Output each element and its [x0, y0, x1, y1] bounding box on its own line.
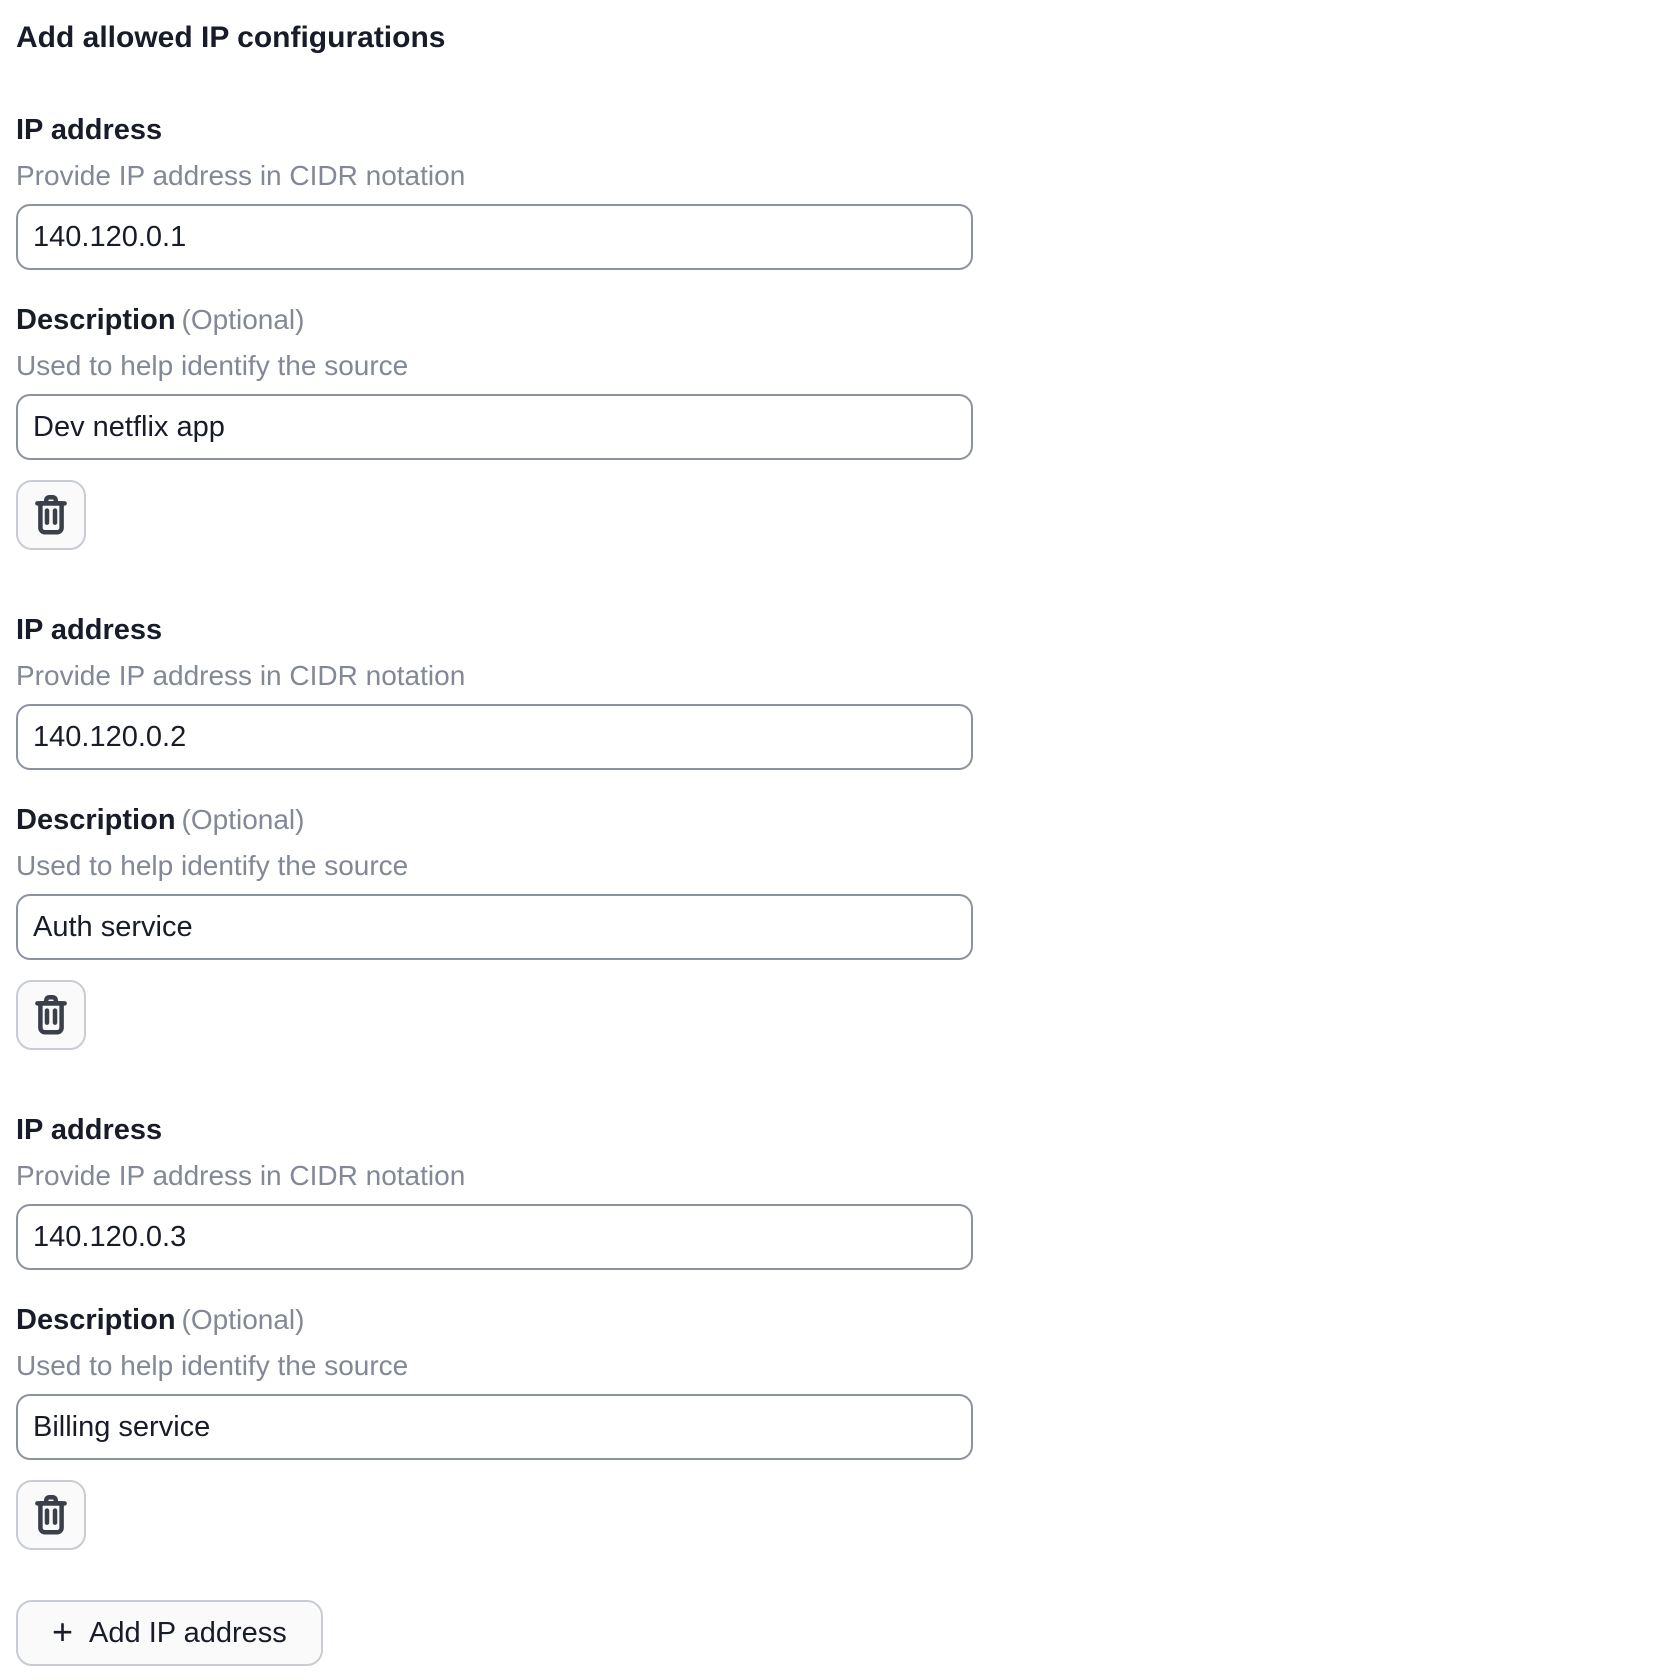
ip-address-helper: Provide IP address in CIDR notation	[16, 160, 466, 191]
plus-icon: +	[52, 1610, 74, 1652]
description-label	[16, 802, 1656, 838]
ip-address-input[interactable]	[16, 704, 973, 770]
description-label-text: Description	[16, 804, 176, 836]
trash-icon	[35, 994, 67, 1036]
ip-address-input[interactable]	[16, 204, 973, 270]
description-label-text: Description	[16, 304, 176, 336]
trash-icon	[35, 494, 67, 536]
description-input[interactable]	[16, 894, 973, 960]
delete-entry-button[interactable]	[16, 1480, 86, 1550]
optional-tag: (Optional)	[181, 1304, 305, 1335]
add-ip-address-button[interactable]	[16, 1600, 323, 1666]
ip-address-helper: Provide IP address in CIDR notation	[16, 660, 466, 691]
ip-address-helper: Provide IP address in CIDR notation	[16, 1160, 466, 1191]
description-helper: Used to help identify the source	[16, 1350, 409, 1381]
trash-icon	[35, 1494, 67, 1536]
ip-address-label: IP address	[16, 114, 163, 146]
ip-address-label: IP address	[16, 1114, 163, 1146]
delete-entry-button[interactable]	[16, 980, 86, 1050]
description-label	[16, 302, 1656, 338]
ip-entry	[16, 1112, 1656, 1550]
description-label	[16, 1302, 1656, 1338]
description-helper: Used to help identify the source	[16, 350, 409, 381]
description-label-text: Description	[16, 1304, 176, 1336]
add-button-label: Add IP address	[89, 1616, 287, 1649]
description-input[interactable]	[16, 1394, 973, 1460]
ip-entry	[16, 112, 1656, 550]
description-helper: Used to help identify the source	[16, 850, 409, 881]
ip-entry	[16, 612, 1656, 1050]
ip-address-label: IP address	[16, 614, 163, 646]
delete-entry-button[interactable]	[16, 480, 86, 550]
page-title: Add allowed IP configurations	[16, 21, 446, 54]
ip-address-input[interactable]	[16, 1204, 973, 1270]
optional-tag: (Optional)	[181, 804, 305, 835]
description-input[interactable]	[16, 394, 973, 460]
optional-tag: (Optional)	[181, 304, 305, 335]
